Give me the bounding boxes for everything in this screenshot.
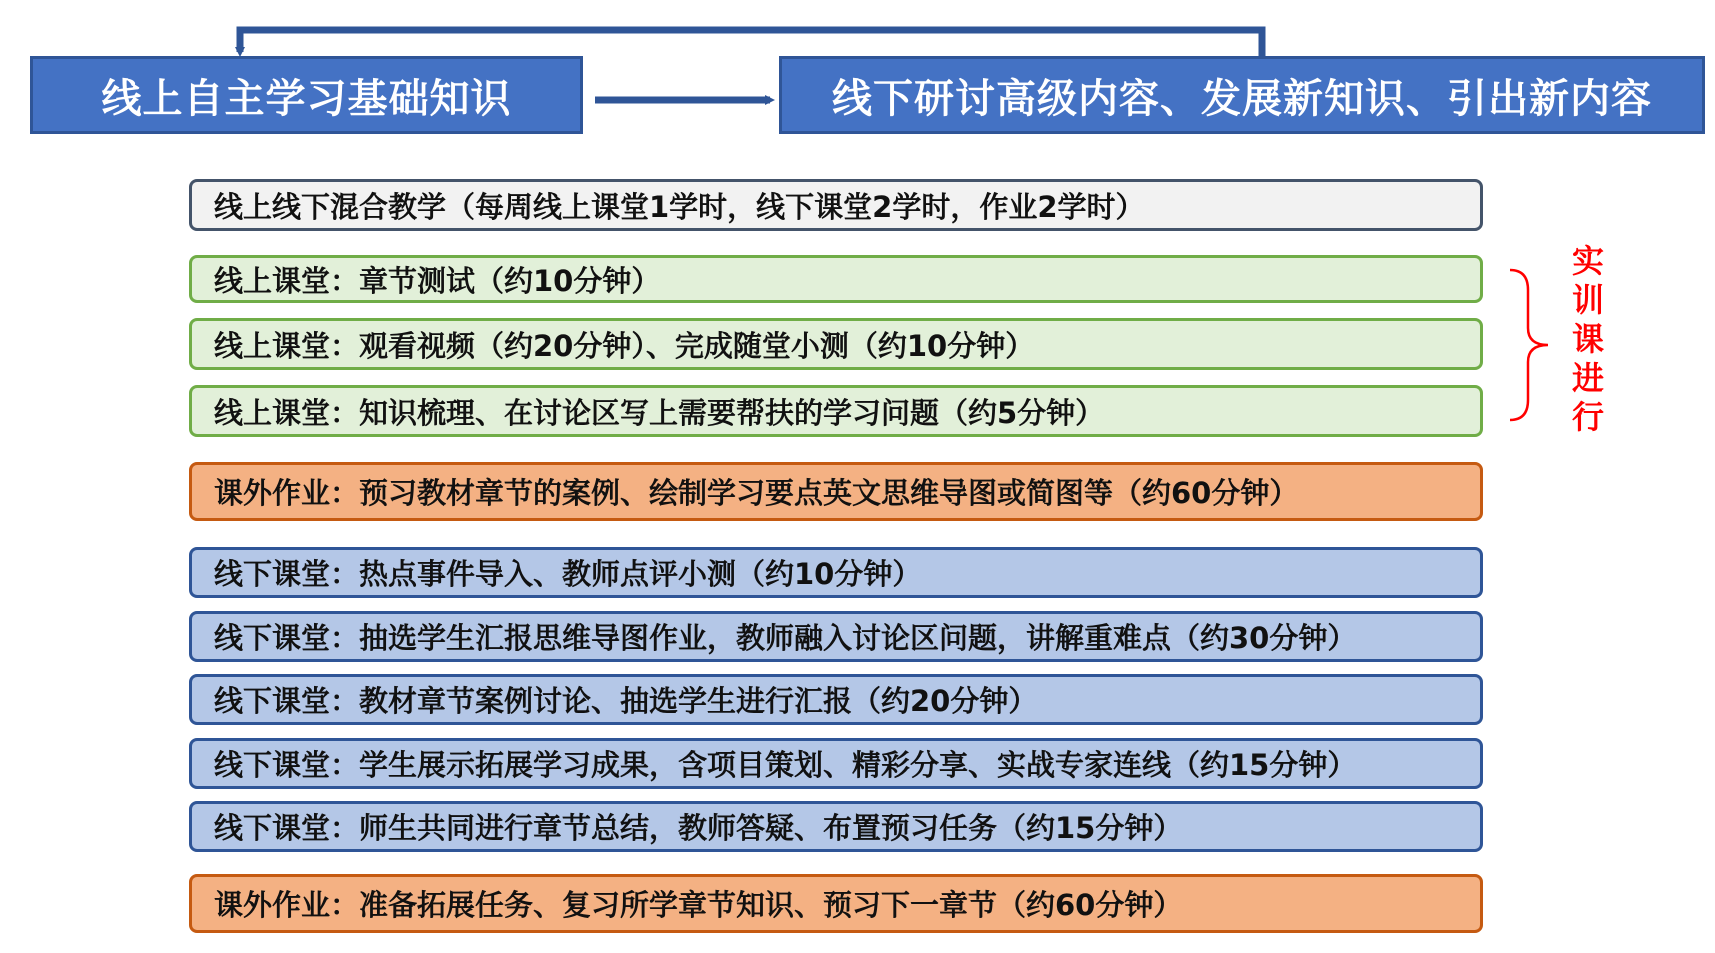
step-offline-mindmap-report (189, 611, 1483, 662)
step-text: 课外作业：预习教材章节的案例、绘制学习要点英文思维导图或简图等（约60分钟） (214, 476, 1299, 510)
step-text: 线下课堂：教材章节案例讨论、抽选学生进行汇报（约20分钟） (214, 684, 1038, 718)
step-text: 线下课堂：热点事件导入、教师点评小测（约10分钟） (214, 557, 922, 591)
step-homework-preview (189, 462, 1483, 521)
step-text: 课外作业：准备拓展任务、复习所学章节知识、预习下一章节（约60分钟） (214, 888, 1183, 922)
step-text: 线下课堂：师生共同进行章节总结，教师答疑、布置预习任务（约15分钟） (214, 811, 1183, 845)
step-online-chapter-test (189, 255, 1483, 303)
online-self-study-box (30, 56, 583, 134)
step-mixed-teaching (189, 179, 1483, 231)
offline-seminar-label: 线下研讨高级内容、发展新知识、引出新内容 (832, 75, 1652, 122)
step-online-video-quiz (189, 318, 1483, 370)
step-homework-extension (189, 874, 1483, 933)
step-text: 线上课堂：章节测试（约10分钟） (214, 263, 661, 298)
step-offline-hot-topic (189, 547, 1483, 598)
practical-training-note: 实训课进行 (1571, 242, 1604, 436)
step-text: 线上课堂：观看视频（约20分钟）、完成随堂小测（约10分钟） (214, 328, 1035, 363)
step-text: 线上线下混合教学（每周线上课堂1学时，线下课堂2学时，作业2学时） (214, 189, 1145, 224)
step-offline-showcase (189, 738, 1483, 789)
offline-seminar-box (779, 56, 1705, 134)
feedback-loop-arrow (240, 30, 1262, 56)
step-online-knowledge-review (189, 385, 1483, 437)
step-offline-summary (189, 801, 1483, 852)
step-text: 线上课堂：知识梳理、在讨论区写上需要帮扶的学习问题（约5分钟） (214, 395, 1105, 430)
step-offline-case-discussion (189, 674, 1483, 725)
step-text: 线下课堂：抽选学生汇报思维导图作业，教师融入讨论区问题，讲解重难点（约30分钟） (214, 621, 1357, 655)
online-bracket (1510, 270, 1548, 420)
online-self-study-label: 线上自主学习基础知识 (101, 75, 512, 122)
step-text: 线下课堂：学生展示拓展学习成果，含项目策划、精彩分享、实战专家连线（约15分钟） (214, 748, 1357, 782)
